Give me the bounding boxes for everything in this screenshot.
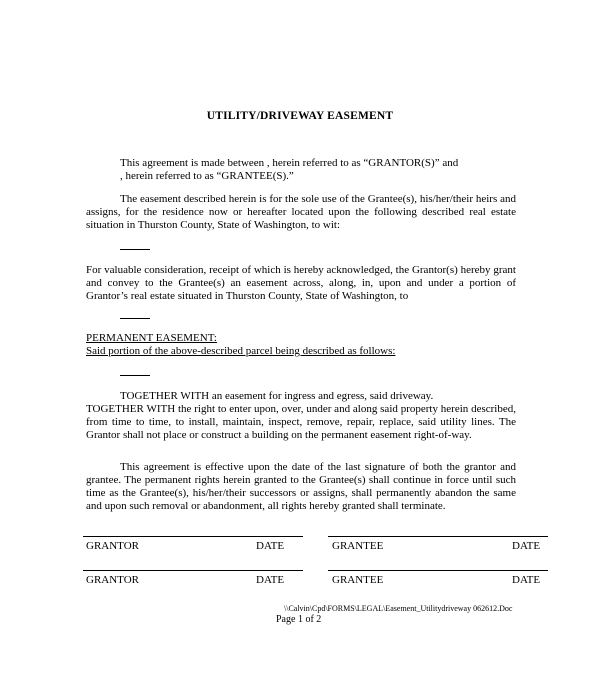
- grantor-label-2: GRANTOR: [86, 574, 139, 586]
- grantor-label-1: GRANTOR: [86, 540, 139, 552]
- effective-paragraph: This agreement is effective upon the date of the last signature of both the grantor and grantee. The permanent rights herein granted to the Grantee(s) shall continue in force until such time as the Grantee(s), his/her/their successors or assigns, shall permanently abandon the same and upon such removal or abandonment, all rights hereby granted shall terminate.: [86, 461, 516, 512]
- grantee-date-label-1: DATE: [512, 540, 541, 552]
- together-with-paragraph: TOGETHER WITH the right to enter upon, over, under and along said property herein described, from time to time, to install, maintain, inspect, remove, repair, replace, said utility lines. The Grantor shall not place or construct a building on the permanent easement right-of-way.: [86, 403, 516, 441]
- easement-paragraph: The easement described herein is for the sole use of the Grantee(s), his/her/their heirs and assigns, for the residence now or hereafter located upon the following described real estate situation in Thurston County, State of Washington, to wit:: [86, 193, 516, 231]
- footer-page-number: Page 1 of 2: [276, 614, 322, 625]
- footer-file-path: \\Calvin\Cpd\FORMS\LEGAL\Easement_Utilitydriveway 062612.Doc: [284, 604, 513, 613]
- legal-description-blank-1: [120, 249, 150, 250]
- document-title: UTILITY/DRIVEWAY EASEMENT: [206, 110, 394, 122]
- grantor-date-label-1: DATE: [256, 540, 285, 552]
- grantor-signature-line-2: [83, 570, 303, 571]
- legal-description-blank-2: [120, 318, 150, 319]
- consideration-paragraph: For valuable consideration, receipt of which is hereby acknowledged, the Grantor(s) hereby grant and convey to the Grantee(s) an easement across, along, in, upon and under a portion of Grantor’s real estate situated in Thurston County, State of Washington, to: [86, 264, 516, 302]
- together-with-line: TOGETHER WITH an easement for ingress and egress, said driveway.: [120, 390, 434, 402]
- grantee-label-1: GRANTEE: [332, 540, 384, 552]
- intro-line-2: , herein referred to as “GRANTEE(S).”: [120, 170, 294, 182]
- grantee-signature-line-1: [328, 536, 548, 537]
- grantor-date-label-2: DATE: [256, 574, 285, 586]
- grantee-label-2: GRANTEE: [332, 574, 384, 586]
- grantor-signature-line-1: [83, 536, 303, 537]
- permanent-easement-heading: PERMANENT EASEMENT:: [86, 332, 217, 344]
- permanent-easement-subheading: Said portion of the above-described parcel being described as follows:: [86, 345, 396, 357]
- legal-description-blank-3: [120, 375, 150, 376]
- grantee-signature-line-2: [328, 570, 548, 571]
- intro-line-1: This agreement is made between , herein referred to as “GRANTOR(S)” and: [120, 157, 459, 169]
- grantee-date-label-2: DATE: [512, 574, 541, 586]
